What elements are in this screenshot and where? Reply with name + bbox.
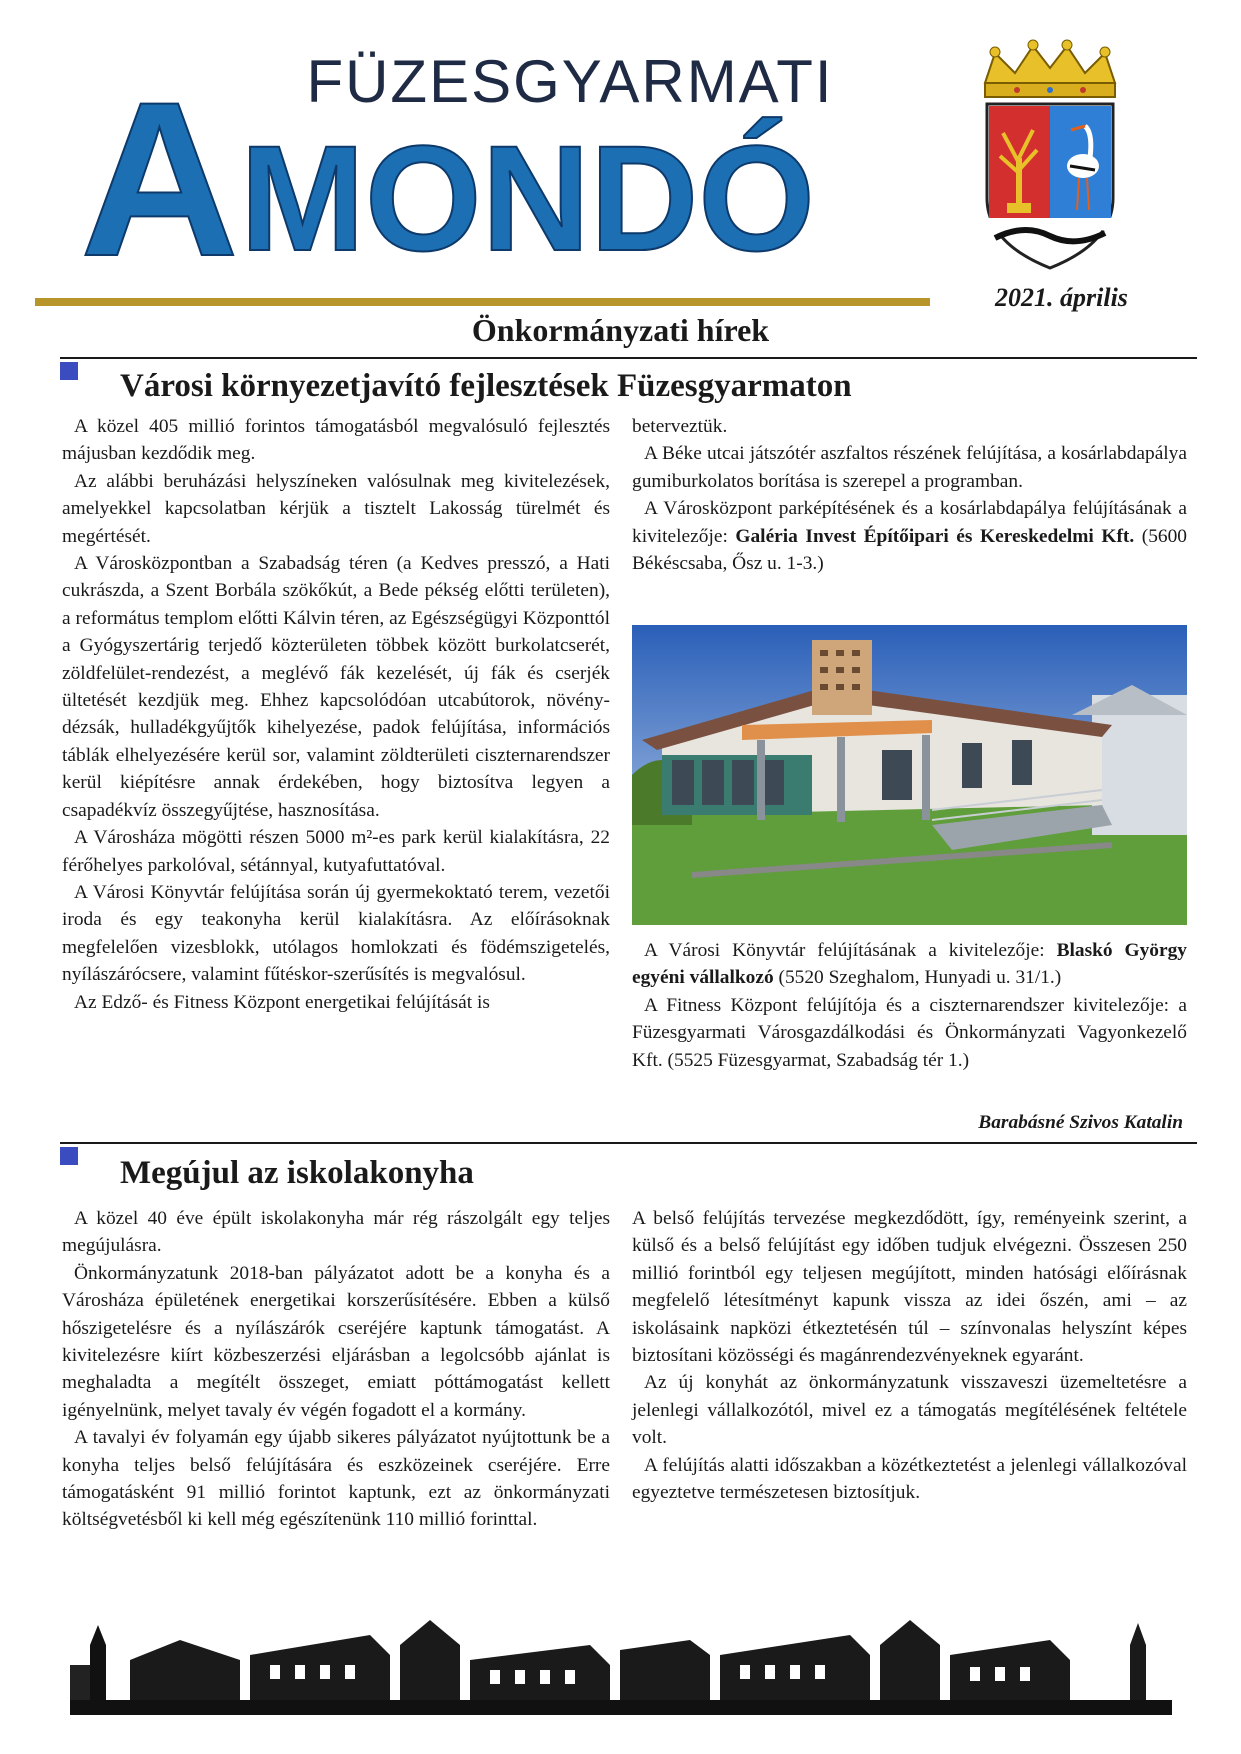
masthead-top-line: FÜZESGYARMATI <box>306 48 834 115</box>
paragraph: A Városháza mögötti részen 5000 m²-es park kerül kialakításra, 22 férőhelyes parkolóval, sétánnyal, kutyafuttatóval. <box>62 827 610 876</box>
article-author: Barabásné Szivos Katalin <box>978 1112 1183 1133</box>
paragraph: A közel 40 éve épült iskolakonyha már rég rászolgált egy teljes megújulásra. <box>62 1208 610 1257</box>
article1-title: Városi környezetjavító fejlesztések Füzesgyarmaton <box>120 368 852 404</box>
paragraph: beterveztük. <box>632 416 728 437</box>
section-rule <box>60 357 1197 359</box>
article1-left-column <box>62 413 610 1016</box>
paragraph: Az új konyhát az önkormányzatunk visszaveszi üzemeltetésre a jelenlegi vállalkozótól, mivel ez a támogatás megítélésének feltétele volt. <box>632 1372 1187 1449</box>
paragraph: A Városközpontban a Szabadság téren (a Kedves presszó, a Hati cukrászda, a Szent Borbála szökőkút, a Bede pékség előtti területen), a református templom előtti Kálvin téren, az Egészségügyi Központtól a Gyógyszertárig terjedő közterületen többek között burkolatcserét, zöldfelület-rendezést, a meglévő fák kezelését, új fák és cserjék ültetését kezdjük meg. Ehhez kapcsolódóan utcabútorok, növény-dézsák, hulladékgyűjtők kihelyezése, padok felújítása, információs táblák elhelyezésére kerül sor, valamint zöldterületi ciszternarendszer kerül kiépítésre annak érdekében, hogy biztosítva legyen a csapadékvíz összegyűjtése, hasznosítása. <box>62 553 610 821</box>
town-skyline-icon <box>70 1605 1172 1715</box>
paragraph: A Városi Könyvtár felújítása során új gyermekoktató terem, vezetői iroda és egy teakonyha kerül kialakításra. Az előírásoknak megfelelően vizesblokk, utólagos homlokzati és födémszigetelés, nyílászárócsere, valamint fűtéskor-szerűsítés is megvalósul. <box>62 881 610 986</box>
coat-of-arms-icon <box>975 38 1125 273</box>
paragraph: A felújítás alatti időszakban a közétkeztetést a jelenlegi vállalkozóval egyeztetve természetesen biztosítjuk. <box>632 1454 1187 1504</box>
paragraph: A tavalyi év folyamán egy újabb sikeres pályázatot nyújtottunk be a konyha teljes belső felújítására és eszközeinek cseréjére. Erre támogatásként 91 millió forintot kaptunk, ezt az önkormányzati költségvetésből ki kell még egészítenünk 110 millió forinttal. <box>62 1427 610 1531</box>
paragraph: Az Edző- és Fitness Központ energetikai felújítását is <box>74 991 490 1013</box>
article-divider <box>60 1142 1197 1144</box>
issue-date: 2021. április <box>995 283 1128 312</box>
paragraph: A Városi Könyvtár felújításának a kivitelezője: Blaskó György egyéni vállalkozó (5520 Szeghalom, Hunyadi u. 31/1.) <box>632 940 1187 989</box>
masthead-big-letter: A <box>80 56 239 285</box>
contractor-name: Galéria Invest Építőipari és Kereskedelmi Kft. <box>735 525 1135 547</box>
article1-right-column-lower <box>632 937 1187 1074</box>
masthead-title: MONDÓ <box>240 114 815 282</box>
article-marker-square <box>60 1147 78 1165</box>
paragraph: Az alábbi beruházási helyszíneken valósulnak meg kivitelezések, amelyekkel kapcsolatban kérjük a tisztelt Lakosság türelmét és megértését. <box>62 470 610 547</box>
paragraph: A Béke utcai játszótér aszfaltos részének felújítása, a kosárlabdapálya gumiburkolatos borítása is szerepel a programban. <box>632 443 1187 492</box>
section-title: Önkormányzati hírek <box>471 312 770 348</box>
article1-right-column <box>632 413 1187 577</box>
crown-icon <box>985 40 1115 97</box>
article2-title: Megújul az iskolakonyha <box>120 1155 474 1191</box>
paragraph: A Fitness Központ felújítója és a ciszternarendszer kivitelezője: a Füzesgyarmati Városgazdálkodási és Önkormányzati Vagyonkezelő Kft. (5525 Füzesgyarmat, Szabadság tér 1.) <box>632 994 1187 1071</box>
paragraph: A közel 405 millió forintos támogatásból megvalósuló fejlesztés májusban kezdődik meg. <box>62 416 610 465</box>
article-marker-square <box>60 362 78 380</box>
paragraph: A belső felújítás tervezése megkezdődött, így, reményeink szerint, a külső és a belső felújítást egy időben tudjuk elvégezni. Összesen 250 millió forintból egy teljesen megújított, minden hatósági előírásnak megfelelő létesítményt kapunk vissza az idei őszén, ami – az iskolásaink napközi étkeztetésén túl – színvonalas helyszínt képes biztosítani közösségi és magánrendezvényeknek egyaránt. <box>632 1208 1187 1367</box>
article2-right-column <box>632 1205 1187 1506</box>
contractor-name: Blaskó György egyéni vállalkozó <box>632 940 1187 989</box>
paragraph: Önkormányzatunk 2018-ban pályázatot adott be a konyha és a Városháza épületének energetikai korszerűsítésére. Ebben a külső hőszigetelésre és a nyílászárók cseréjére kaptunk támogatást. A kivitelezésre kiírt közbeszerzési eljárásban a legolcsóbb ajánlat is meghaladta a megítélt összeget, emiatt póttámogatást kellett igényelnünk, melyet tavaly év végén fogadott el a kormány. <box>62 1262 610 1421</box>
article2-left-column <box>62 1205 610 1534</box>
paragraph: A Városközpont parképítésének és a kosárlabdapálya felújításának a kivitelezője: Galéria Invest Építőipari és Kereskedelmi Kft. (5600 Békéscsaba, Ősz u. 1-3.) <box>632 498 1187 575</box>
library-building-rendering <box>632 625 1187 925</box>
gold-divider <box>35 298 930 306</box>
